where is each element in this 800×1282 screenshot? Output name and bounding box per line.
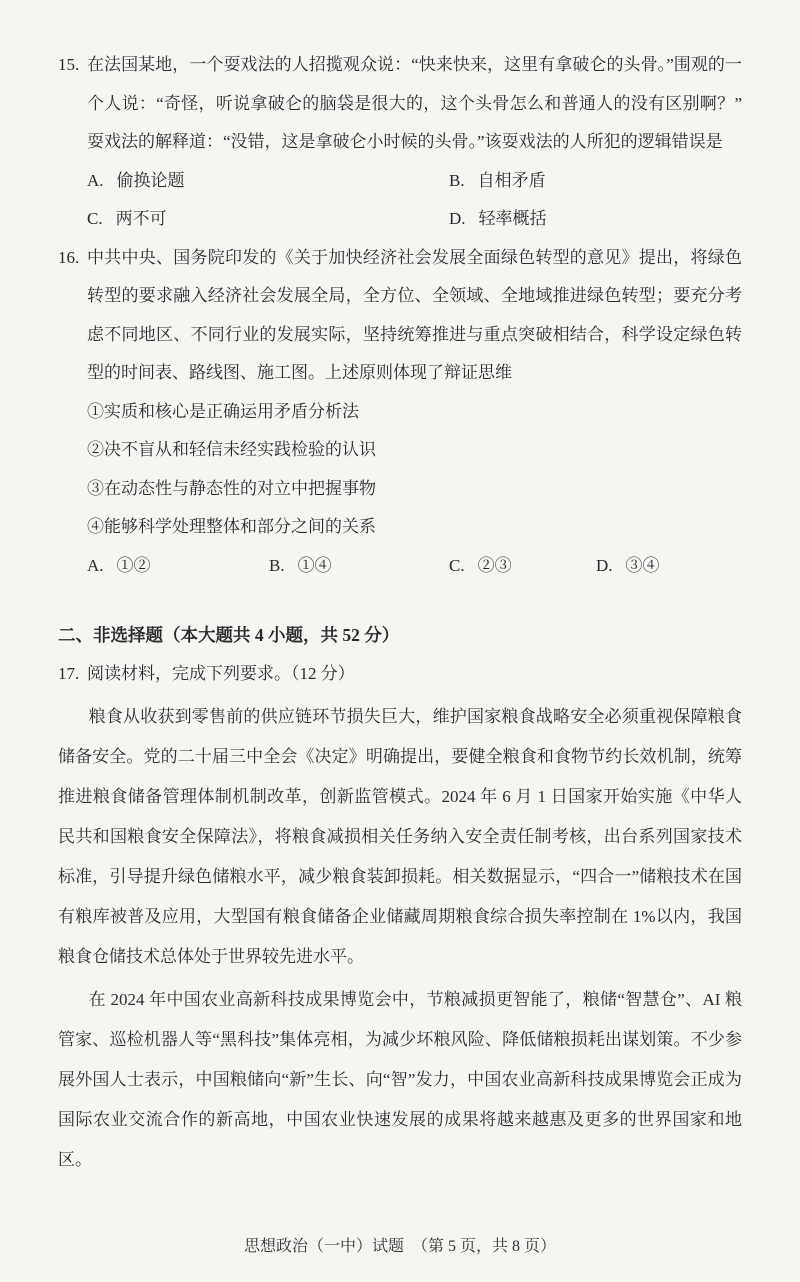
option-text: ①④: [297, 555, 332, 575]
question-16-options: [87, 547, 742, 586]
option-letter: A.: [87, 170, 104, 190]
material-paragraph-2: 在 2024 年中国农业高新科技成果博览会中，节粮减损更智能了，粮储“智慧仓”、AI 粮管家、巡检机器人等“黑科技”集体亮相，为减少坏粮风险、降低储粮损耗出谋划策。不少参展外国人士表示，中国粮储向“新”生长、向“智”发力，中国农业高新科技成果博览会正成为国际农业交流合作的新高地，中国农业快速发展的成果将越来越惠及更多的世界国家和地区。: [58, 989, 742, 1169]
option-d: [596, 547, 660, 586]
statement-1: ①实质和核心是正确运用矛盾分析法: [87, 401, 359, 421]
question-17-stem: [58, 655, 742, 694]
option-c: [449, 547, 596, 586]
option-b: [449, 162, 546, 201]
option-a: [87, 547, 269, 586]
question-15-stem: [58, 46, 742, 162]
option-row: [87, 162, 742, 201]
option-row: [87, 200, 742, 239]
option-letter: B.: [449, 170, 465, 190]
option-text: 自相矛盾: [477, 170, 546, 190]
option-text: ③④: [625, 555, 660, 575]
question-16: [58, 239, 742, 586]
page-footer: 思想政治（一中）试题 （第 5 页，共 8 页）: [243, 1238, 556, 1255]
option-d: [449, 200, 547, 239]
option-letter: B.: [269, 555, 285, 575]
statement-3: ③在动态性与静态性的对立中把握事物: [87, 478, 376, 498]
statement-4: ④能够科学处理整体和部分之间的关系: [87, 517, 376, 536]
option-b: [269, 547, 449, 586]
option-text: 两不可: [115, 209, 167, 228]
option-text: 偷换论题: [116, 170, 185, 190]
question-15-options: [87, 162, 742, 239]
option-c: [87, 200, 449, 239]
option-row: [87, 547, 742, 586]
question-number: 17.: [58, 664, 80, 683]
question-16-statements: [58, 393, 742, 547]
question-text: 中共中央、国务院印发的《关于加快经济社会发展全面绿色转型的意见》提出，将绿色转型的要求融入经济社会发展全局，全方位、全领域、全地域推进绿色转型；要充分考虑不同地区、不同行业的发展实际，坚持统筹推进与重点突破相结合，科学设定绿色转型的时间表、路线图、施工图。上述原则体现了辩证思维: [87, 247, 742, 382]
option-letter: C.: [449, 555, 465, 575]
reading-material: [58, 697, 742, 1180]
material-paragraph-1: 粮食从收获到零售前的供应链环节损失巨大，维护国家粮食战略安全必须重视保障粮食储备安全。党的二十届三中全会《决定》明确提出，要健全粮食和食物节约长效机制，统筹推进粮食储备管理体制机制改革，创新监管模式。2024 年 6 月 1 日国家开始实施《中华人民共和国粮食安全保障法》，将粮食减损相关任务纳入安全责任制考核，出台系列国家技术标准，引导提升绿色储粮水平，减少粮食装卸损耗。相关数据显示，“四合一”储粮技术在国有粮库被普及应用，大型国有粮食储备企业储藏周期粮食综合损失率控制在 1%以内，我国粮食仓储技术总体处于世界较先进水平。: [58, 706, 742, 966]
section-2-header: 二、非选择题（本大题共 4 小题，共 52 分）: [58, 625, 400, 645]
question-16-stem: [58, 239, 742, 393]
option-letter: D.: [596, 555, 613, 575]
question-17: [58, 655, 742, 1180]
statement-2: ②决不盲从和轻信未经实践检验的认识: [87, 440, 376, 459]
option-letter: D.: [449, 209, 466, 228]
page-content: [58, 46, 742, 1180]
question-prompt: 阅读材料，完成下列要求。（12 分）: [87, 664, 355, 683]
question-number: 16.: [58, 247, 80, 267]
question-15: [58, 46, 742, 239]
option-text: ②③: [477, 555, 512, 575]
option-letter: C.: [87, 209, 103, 228]
question-text: 在法国某地，一个耍戏法的人招揽观众说：“快来快来，这里有拿破仑的头骨。”围观的一个人说：“奇怪，听说拿破仑的脑袋是很大的，这个头骨怎么和普通人的没有区别啊？”耍戏法的解释道：“没错，这是拿破仑小时候的头骨。”该耍戏法的人所犯的逻辑错误是: [87, 55, 742, 151]
option-a: [87, 162, 449, 201]
option-text: 轻率概括: [478, 209, 547, 228]
question-number: 15.: [58, 55, 80, 74]
option-letter: A.: [87, 555, 104, 575]
option-text: ①②: [116, 555, 151, 575]
